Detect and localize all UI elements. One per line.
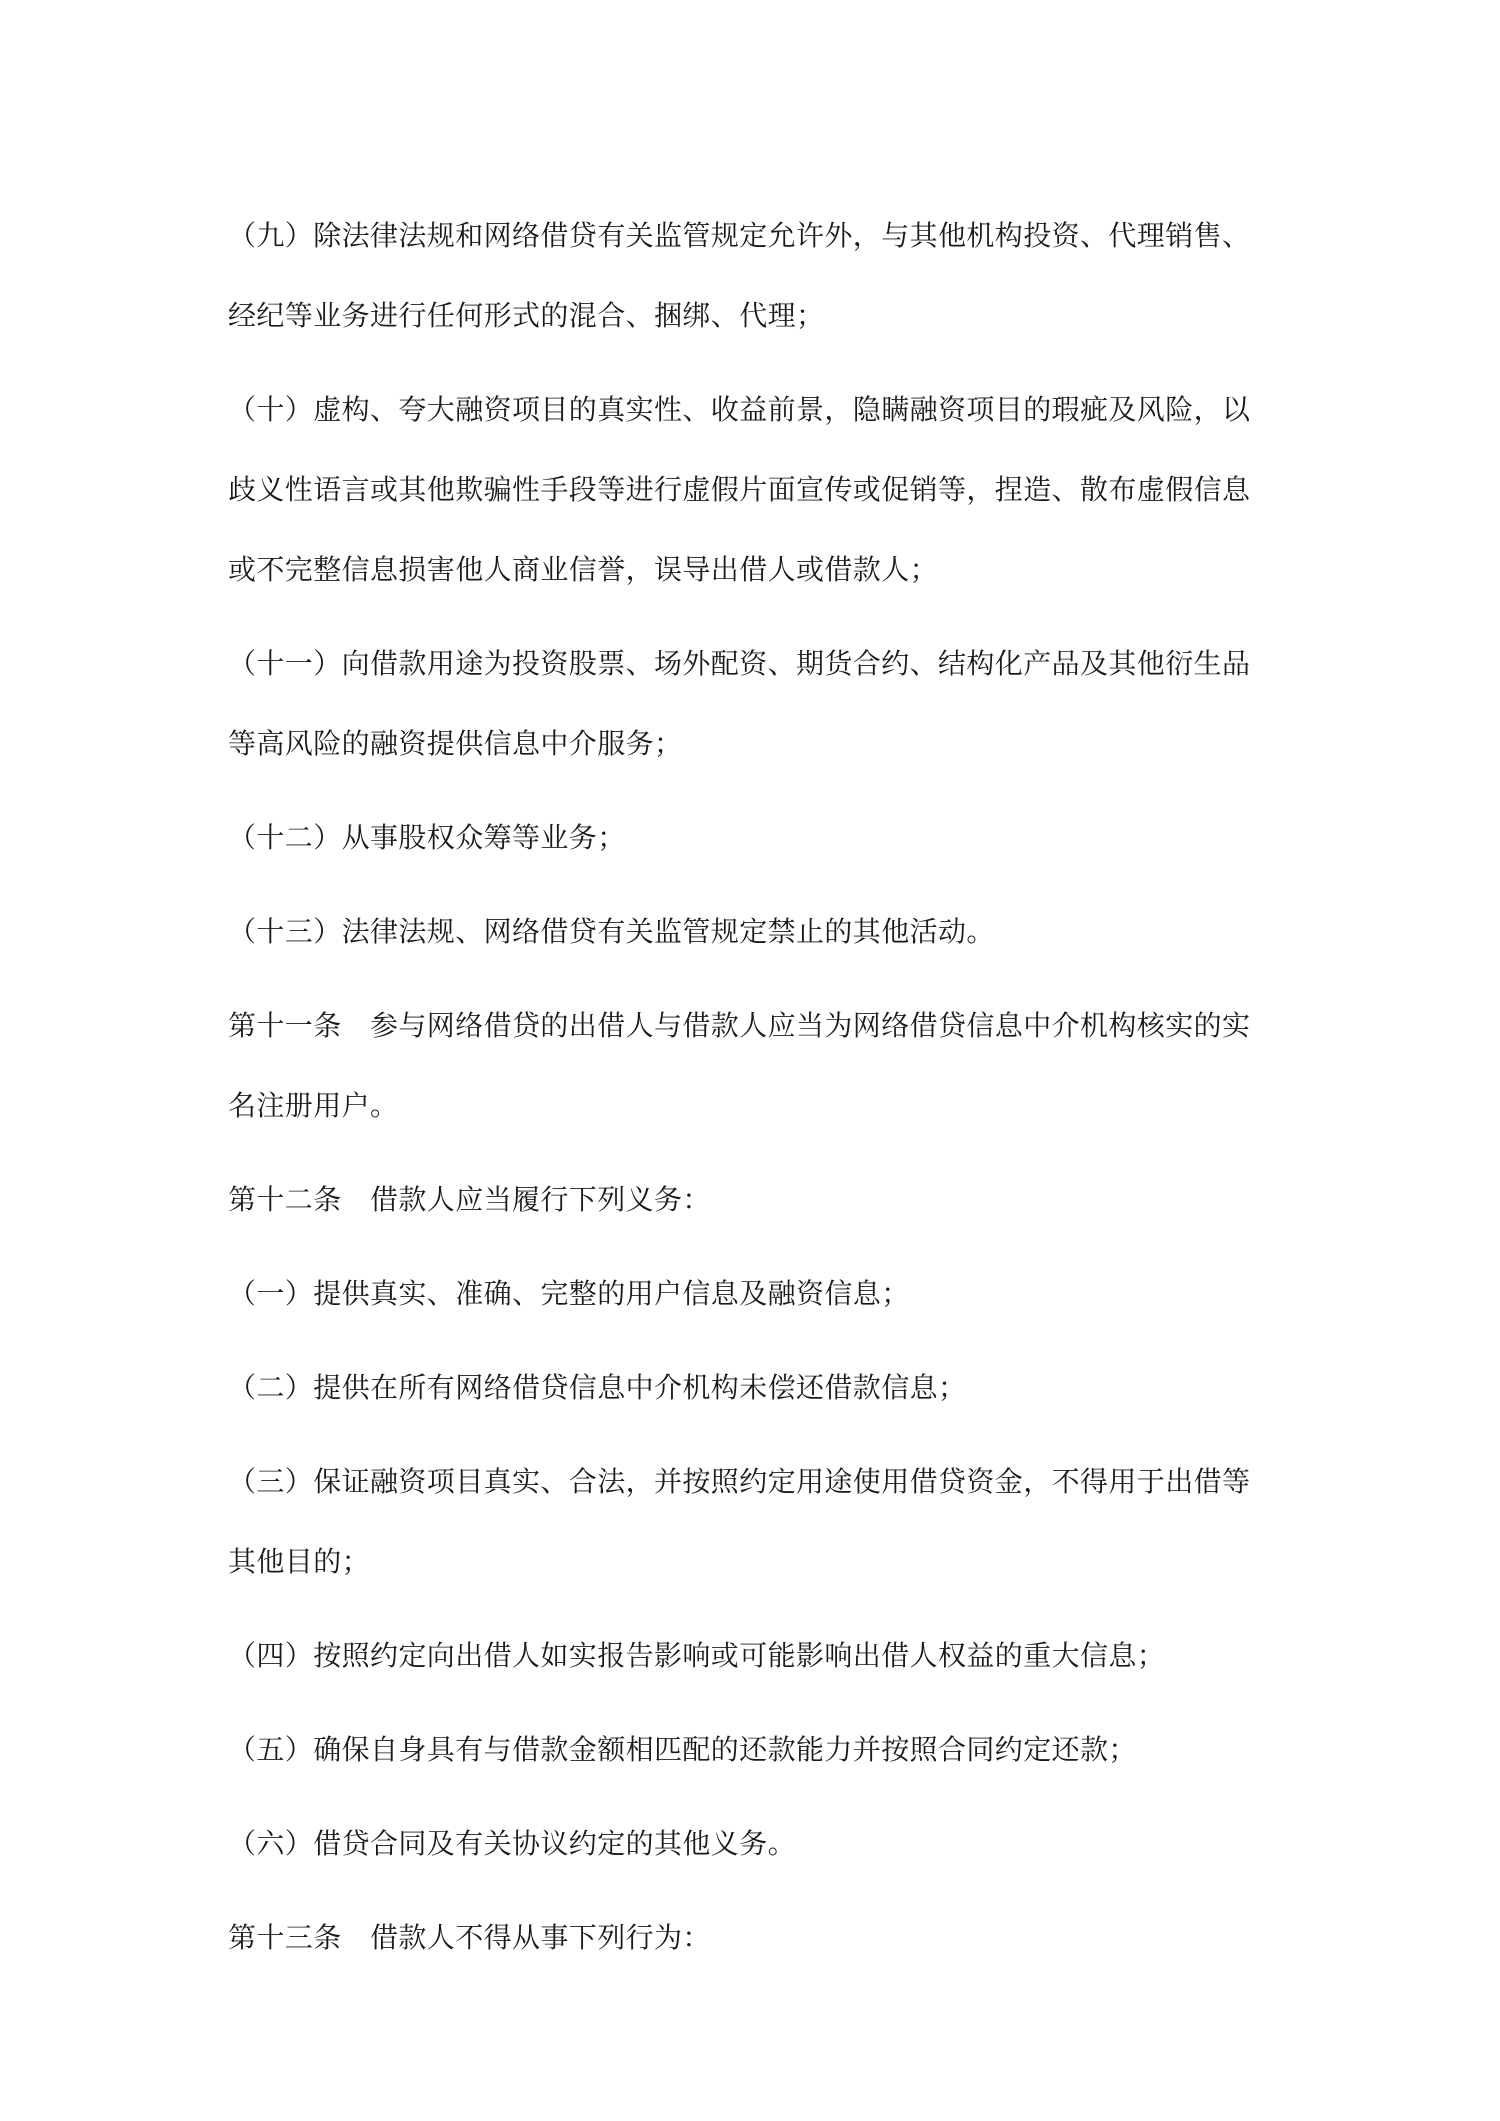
clause-10: （十）虚构、夸大融资项目的真实性、收益前景，隐瞒融资项目的瑕疵及风险，以歧义性语言或其他欺骗性手段等进行虚假片面宣传或促销等，捏造、散布虚假信息或不完整信息损害他人商业信誉，误导出借人或借款人； (228, 393, 1251, 586)
document-body (228, 196, 1268, 1992)
borrower-duty-3: （三）保证融资项目真实、合法，并按照约定用途使用借贷资金，不得用于出借等其他目的； (228, 1465, 1251, 1578)
borrower-duty-2: （二）提供在所有网络借贷信息中介机构未偿还借款信息； (228, 1371, 967, 1404)
clause-11: （十一）向借款用途为投资股票、场外配资、期货合约、结构化产品及其他衍生品等高风险的融资提供信息中介服务； (228, 647, 1251, 760)
clause-12: （十二）从事股权众筹等业务； (228, 821, 626, 854)
article-11: 第十一条 参与网络借贷的出借人与借款人应当为网络借贷信息中介机构核实的实名注册用户。 (228, 1009, 1251, 1122)
article-13: 第十三条 借款人不得从事下列行为： (228, 1921, 711, 1954)
borrower-duty-6: （六）借贷合同及有关协议约定的其他义务。 (228, 1827, 797, 1860)
borrower-duty-4: （四）按照约定向出借人如实报告影响或可能影响出借人权益的重大信息； (228, 1639, 1166, 1672)
borrower-duty-1: （一）提供真实、准确、完整的用户信息及融资信息； (228, 1277, 910, 1310)
borrower-duty-5: （五）确保自身具有与借款金额相匹配的还款能力并按照合同约定还款； (228, 1733, 1137, 1766)
clause-13: （十三）法律法规、网络借贷有关监管规定禁止的其他活动。 (228, 915, 995, 948)
clause-9: （九）除法律法规和网络借贷有关监管规定允许外，与其他机构投资、代理销售、经纪等业务进行任何形式的混合、捆绑、代理； (228, 219, 1251, 332)
article-12: 第十二条 借款人应当履行下列义务： (228, 1183, 711, 1216)
